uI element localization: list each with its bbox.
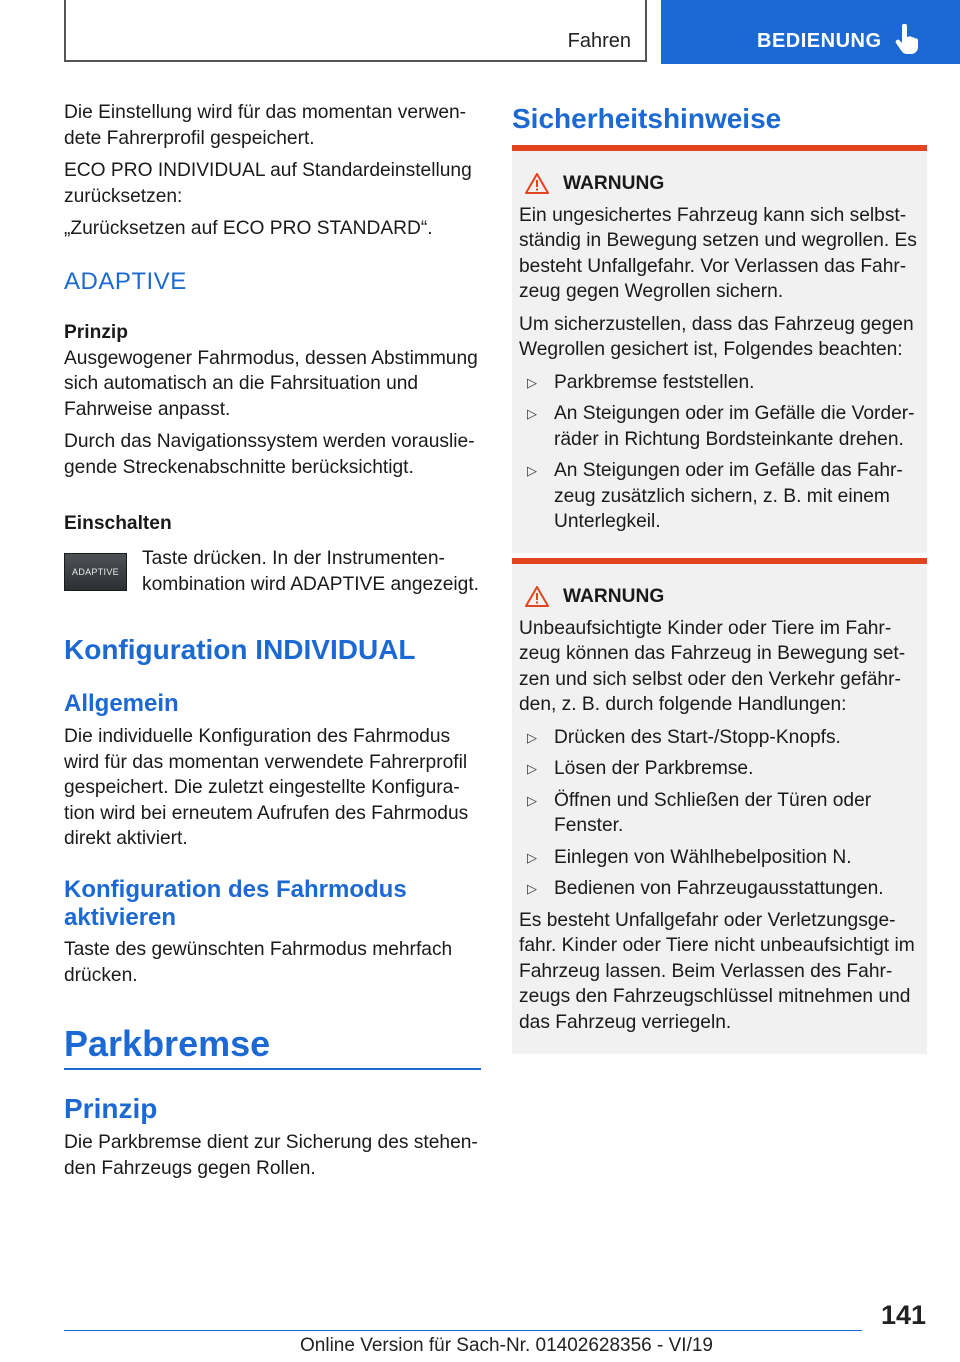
aktivieren-text: Taste des gewünschten Fahrmodus mehrfach drücken. bbox=[64, 939, 453, 986]
prinzip-section bbox=[64, 320, 484, 487]
footer-text: Online Version für Sach-Nr. 01402628356 - VI/19 bbox=[300, 1335, 713, 1356]
paragraph: Durch das Navigationssystem werden vorausliegende Streckenabschnitte berücksichtigt. bbox=[64, 431, 475, 478]
warning-triangle-icon bbox=[525, 173, 549, 194]
einschalten-text: Taste drücken. In der Instrumentenkombination wird ADAPTIVE angezeigt. bbox=[142, 548, 480, 595]
list-item: ▷ Parkbremse feststellen. bbox=[519, 370, 920, 396]
warning-title bbox=[519, 171, 920, 197]
page-number: 141 bbox=[880, 1300, 926, 1330]
safety-heading: Sicherheitshinweise bbox=[512, 103, 782, 134]
list-item: ▷ An Steigungen oder im Gefälle die Vorderräder in Richtung Bordsteinkante drehen. bbox=[519, 401, 920, 452]
parkbremse-heading: Parkbremse bbox=[64, 1023, 271, 1064]
allgemein-heading: Allgemein bbox=[64, 690, 179, 717]
paragraph: Unbeaufsichtigte Kinder oder Tiere im Fahrzeug können das Fahrzeug in Bewegung setzen und sich selbst oder den Verkehr gefährden, z. B. durch folgende Handlungen: bbox=[519, 617, 906, 715]
list-item: ▷ Lösen der Parkbremse. bbox=[519, 756, 920, 782]
chapter-tab-label: BEDIENUNG bbox=[757, 30, 882, 52]
warning-box-2 bbox=[512, 558, 927, 1054]
aktivieren-heading: Konfiguration des Fahrmodus aktivieren bbox=[64, 876, 407, 931]
einschalten-label: Einschalten bbox=[64, 513, 172, 534]
paragraph: ECO PRO INDIVIDUAL auf Standardeinstellung zurücksetzen: bbox=[64, 160, 472, 207]
bullet-triangle-icon: ▷ bbox=[527, 729, 537, 745]
paragraph: Ein ungesichertes Fahrzeug kann sich selbstständig in Bewegung setzen und wegrollen. Es besteht Unfallgefahr. Vor Verlassen das Fahrzeug gegen Wegrollen sichern. bbox=[519, 204, 917, 302]
paragraph: Die Einstellung wird für das momentan verwendete Fahrerprofil gespeichert. bbox=[64, 102, 467, 149]
paragraph: Um sicherzustellen, dass das Fahrzeug gegen Wegrollen gesichert ist, Folgendes beachten: bbox=[519, 313, 914, 360]
list-item: ▷ An Steigungen oder im Gefälle das Fahrzeug zusätzlich sichern, z. B. mit einem Unterlegkeil. bbox=[519, 458, 920, 535]
bullet-triangle-icon: ▷ bbox=[527, 849, 537, 865]
warning-box-1 bbox=[512, 145, 927, 553]
warning-title-text: WARNUNG bbox=[563, 173, 665, 194]
warning-title bbox=[519, 584, 920, 610]
warning-title-text: WARNUNG bbox=[563, 586, 665, 607]
prinzip2-heading: Prinzip bbox=[64, 1093, 158, 1124]
prinzip-label: Prinzip bbox=[64, 322, 128, 343]
bullet-triangle-icon: ▷ bbox=[527, 792, 537, 808]
paragraph: „Zurücksetzen auf ECO PRO STANDARD“. bbox=[64, 218, 433, 239]
bullet-triangle-icon: ▷ bbox=[527, 881, 537, 896]
section-title: Fahren bbox=[567, 30, 631, 52]
bullet-triangle-icon: ▷ bbox=[527, 406, 537, 421]
list-item: ▷ Einlegen von Wählhebelposition N. bbox=[519, 845, 920, 871]
paragraph: Ausgewogener Fahrmodus, dessen Abstimmung sich automatisch an die Fahrsituation und Fahrweise anpasst. bbox=[64, 347, 478, 420]
prinzip2-text: Die Parkbremse dient zur Sicherung des stehenden Fahrzeugs gegen Rollen. bbox=[64, 1132, 478, 1179]
list-item: ▷ Bedienen von Fahrzeugausstattungen. bbox=[519, 876, 920, 902]
allgemein-text: Die individuelle Konfiguration des Fahrmodus wird für das momentan verwendete Fahrerprofil gespeichert. Die zuletzt eingestellte Konfiguration wird bei erneutem Aufrufen des Fahrmodus direkt aktiviert. bbox=[64, 726, 469, 849]
list-item: ▷ Drücken des Start-/Stopp-Knopfs. bbox=[519, 725, 920, 751]
adaptive-button-icon: ADAPTIVE bbox=[64, 553, 127, 591]
footer-divider bbox=[64, 1330, 862, 1331]
bullet-triangle-icon: ▷ bbox=[527, 374, 537, 390]
section-divider bbox=[64, 1068, 481, 1070]
warning-triangle-icon bbox=[525, 586, 549, 607]
paragraph: Es besteht Unfallgefahr oder Verletzungsgefahr. Kinder oder Tiere nicht unbeaufsichtigt im Fahrzeug lassen. Beim Verlassen des Fahrzeugs den Fahrzeugschlüssel mitnehmen und das Fahrzeug verriegeln. bbox=[519, 909, 915, 1033]
bullet-triangle-icon: ▷ bbox=[527, 463, 537, 478]
bullet-triangle-icon: ▷ bbox=[527, 761, 537, 776]
left-column bbox=[64, 100, 484, 249]
list-item: ▷ Öffnen und Schließen der Türen oder Fenster. bbox=[519, 788, 920, 839]
header-box bbox=[64, 0, 647, 62]
pointing-hand-icon bbox=[895, 24, 921, 56]
konfig-heading: Konfiguration INDIVIDUAL bbox=[64, 634, 416, 665]
chapter-tab[interactable] bbox=[661, 0, 960, 64]
adaptive-heading: ADAPTIVE bbox=[64, 268, 187, 295]
